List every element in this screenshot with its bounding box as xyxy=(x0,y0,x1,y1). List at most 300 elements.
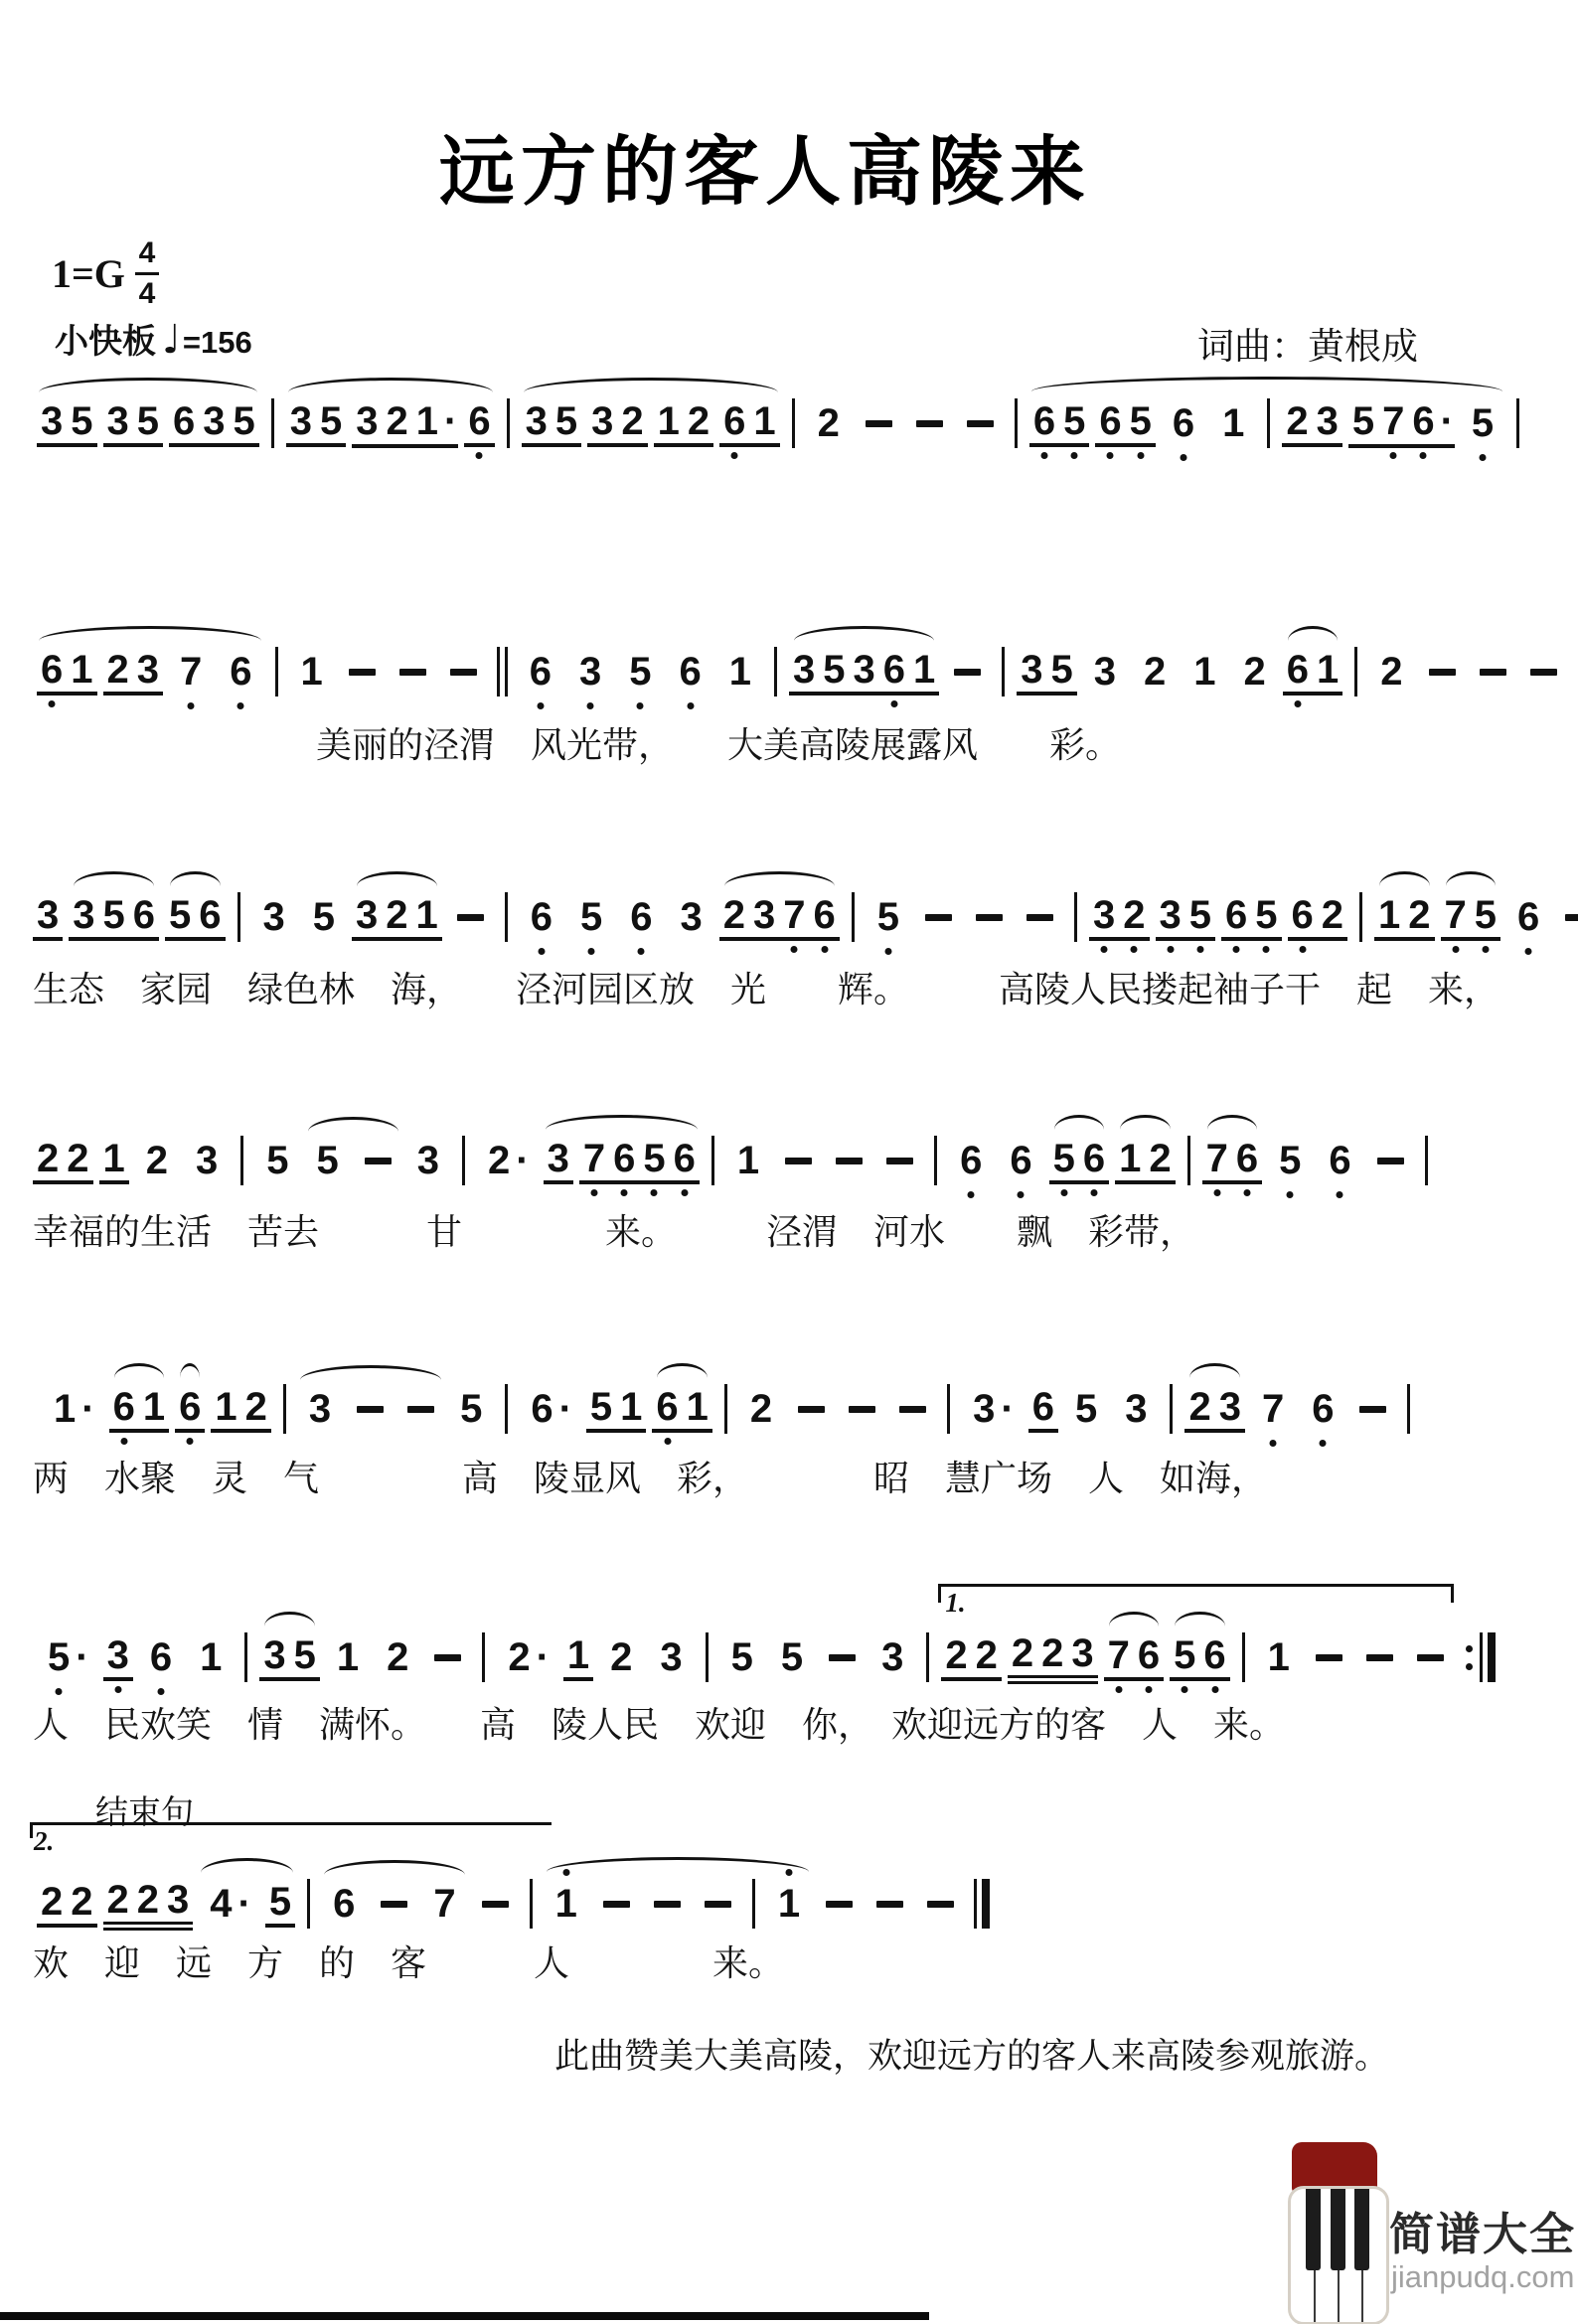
duration-dash xyxy=(916,420,943,427)
note: 6 xyxy=(1288,893,1318,937)
note: 1 xyxy=(657,399,680,443)
slur-group xyxy=(319,1882,470,1926)
barline xyxy=(724,1384,727,1434)
slur-group xyxy=(283,399,498,448)
note: 1 xyxy=(102,1137,125,1180)
note: 2 xyxy=(145,1139,168,1182)
note-group xyxy=(526,650,555,694)
note: 2 xyxy=(1408,893,1431,937)
note: 7 xyxy=(176,650,206,694)
note-group xyxy=(309,895,339,939)
note: 2 xyxy=(106,1877,129,1922)
note-group xyxy=(1089,893,1150,941)
note-group xyxy=(109,1385,170,1433)
music-line-4 xyxy=(30,1133,1437,1188)
barline xyxy=(1407,1384,1410,1434)
note-group xyxy=(484,1139,531,1183)
note: 6 xyxy=(719,399,749,443)
music-line-1 xyxy=(34,395,1528,451)
key-signature xyxy=(52,236,159,311)
note: 6 xyxy=(810,893,840,937)
note-group xyxy=(1376,650,1406,694)
note-group xyxy=(969,1387,1016,1432)
note-group xyxy=(527,895,556,939)
note-group xyxy=(1258,1387,1288,1431)
note-group xyxy=(587,399,648,447)
barline xyxy=(711,1136,714,1185)
note-group xyxy=(626,895,656,939)
time-bottom: 4 xyxy=(138,277,156,310)
note: 5 xyxy=(1251,893,1281,937)
note: 1 xyxy=(54,1386,77,1431)
note-group xyxy=(1374,893,1435,941)
note: 2 xyxy=(722,893,745,937)
note: 3 xyxy=(1316,399,1339,443)
note-group xyxy=(1283,648,1343,696)
duration-dash xyxy=(705,1901,731,1908)
note-group xyxy=(103,399,164,447)
note-group xyxy=(941,1633,1002,1681)
note: 6 xyxy=(1006,1139,1035,1182)
barline xyxy=(237,892,240,942)
note-group xyxy=(165,893,226,941)
note: 1 xyxy=(200,1635,223,1679)
note: 6 xyxy=(146,1635,176,1679)
note: 2 xyxy=(1119,893,1149,937)
note: 1 xyxy=(142,1385,166,1429)
slur-group xyxy=(196,1880,298,1928)
note-group xyxy=(352,893,442,941)
duration-dash xyxy=(826,1901,853,1908)
repeat-dot xyxy=(1466,1663,1473,1670)
note: 6 xyxy=(1283,648,1313,692)
repeat-dots xyxy=(1466,1645,1473,1670)
note-group xyxy=(552,1882,581,1926)
note-group xyxy=(777,1635,807,1679)
note: 3 xyxy=(37,893,60,937)
piano-icon xyxy=(1288,2186,1389,2324)
note: 5 xyxy=(136,399,159,443)
note-group xyxy=(1202,1137,1263,1184)
duration-dash xyxy=(886,1158,913,1164)
note-group xyxy=(211,1385,271,1433)
note: 1 xyxy=(71,648,93,692)
note-group xyxy=(504,1635,551,1680)
augmentation-dot: · xyxy=(1001,1386,1015,1431)
note: 6 xyxy=(527,895,556,939)
slur-group xyxy=(34,648,266,696)
note: 1 xyxy=(1378,893,1401,937)
duration-dash xyxy=(798,1406,825,1413)
note-group xyxy=(1282,399,1342,447)
note: 1 xyxy=(620,1385,643,1429)
augmentation-dot: · xyxy=(536,1634,550,1679)
volta-label: 2. xyxy=(34,1825,55,1856)
barline xyxy=(947,1384,950,1434)
note-group xyxy=(286,399,347,447)
duration-dash xyxy=(829,1654,856,1661)
note-group xyxy=(606,1635,636,1679)
note: 5 xyxy=(1059,399,1089,443)
note-group xyxy=(103,648,164,696)
music-line-5 xyxy=(40,1381,1419,1437)
note: 3 xyxy=(753,893,776,937)
note: 3 xyxy=(356,398,379,443)
note: 6 xyxy=(132,893,155,937)
augmentation-dot: · xyxy=(81,1386,95,1431)
note-group xyxy=(733,1139,763,1182)
note: 5 xyxy=(873,895,903,939)
note-group xyxy=(1240,650,1270,694)
note: 1 xyxy=(336,1635,360,1679)
note-group xyxy=(1121,1387,1151,1431)
note: 2 xyxy=(749,1387,773,1431)
note-group xyxy=(192,1139,222,1182)
note: 6 xyxy=(1325,1139,1354,1182)
duration-dash xyxy=(1417,1654,1444,1661)
note-group xyxy=(259,895,289,939)
note: 7 xyxy=(1202,1137,1232,1180)
note: 1 xyxy=(1267,1635,1290,1679)
note-group xyxy=(1308,1387,1338,1431)
note: 3 xyxy=(525,399,548,443)
note: 6 xyxy=(1199,1633,1229,1677)
note-group xyxy=(789,648,939,696)
note: 3 xyxy=(660,1635,683,1679)
duration-dash xyxy=(1429,669,1456,676)
final-barline xyxy=(974,1879,990,1929)
bottom-border-line xyxy=(0,2312,929,2320)
note-group xyxy=(1184,1385,1245,1433)
note: 3 xyxy=(106,399,129,443)
note-group xyxy=(352,399,458,448)
note: 6 xyxy=(1134,1633,1164,1677)
note: 3 xyxy=(973,1386,996,1431)
note: 6 xyxy=(609,1137,639,1180)
note: 6 xyxy=(676,650,706,694)
piano-black-key xyxy=(1354,2189,1369,2270)
note: 4 xyxy=(210,1881,233,1926)
note-group xyxy=(33,893,63,941)
composer-credit: 词曲：黄根成 xyxy=(1197,327,1418,368)
note: 7 xyxy=(1441,893,1471,937)
barline xyxy=(1516,398,1519,448)
note-group xyxy=(563,1633,593,1681)
note-group xyxy=(103,1633,133,1681)
note-group xyxy=(1513,895,1543,939)
note: 6 xyxy=(226,650,255,694)
note-group xyxy=(522,399,582,447)
duration-dash xyxy=(357,1406,384,1413)
note: 6 xyxy=(199,893,222,937)
tempo-label: 小快板 xyxy=(55,324,156,361)
barline xyxy=(1354,647,1357,697)
note: 5 xyxy=(71,399,93,443)
note: 5 xyxy=(320,399,343,443)
barline xyxy=(240,1136,243,1185)
note-group xyxy=(1170,1633,1230,1681)
note-group xyxy=(746,1387,776,1431)
note-group xyxy=(652,1385,712,1433)
note: 6 xyxy=(175,1385,205,1429)
piano-black-key xyxy=(1331,2189,1345,2270)
note-group xyxy=(576,895,606,939)
note: 5 xyxy=(293,1633,316,1677)
barline xyxy=(307,1879,310,1929)
note: 1 xyxy=(300,650,323,694)
note: 2 xyxy=(975,1633,998,1677)
note: 3 xyxy=(41,399,64,443)
note: 3 xyxy=(1218,1385,1241,1429)
music-line-7 xyxy=(34,1794,998,1932)
note-group xyxy=(1049,1137,1110,1184)
note: 3 xyxy=(680,895,703,939)
slur-group xyxy=(542,1879,815,1929)
note-group xyxy=(259,1633,320,1681)
note-group xyxy=(1029,399,1090,447)
quarter-note-icon: ♩ xyxy=(162,317,181,363)
note: 2 xyxy=(1144,650,1167,694)
barline xyxy=(1015,398,1018,448)
note-group xyxy=(175,1385,205,1433)
barline xyxy=(1267,398,1270,448)
note: 5 xyxy=(169,893,192,937)
note: 2 xyxy=(621,399,644,443)
duration-dash xyxy=(1026,914,1053,921)
note: 3 xyxy=(167,1877,190,1922)
note-group xyxy=(196,1635,226,1679)
note: 6 xyxy=(1408,399,1438,443)
note: 5 xyxy=(1049,1137,1079,1180)
note: 2 xyxy=(508,1634,531,1679)
note: 3 xyxy=(1071,1630,1094,1675)
barline xyxy=(1002,647,1005,697)
note-group xyxy=(226,650,255,694)
note: 1 xyxy=(566,1633,590,1677)
note: 3 xyxy=(1156,893,1185,937)
duration-dash xyxy=(381,1901,407,1908)
note-group xyxy=(1090,650,1120,694)
note: 3 xyxy=(1021,648,1043,692)
slur-group xyxy=(1026,398,1507,448)
note: 5 xyxy=(823,648,846,692)
augmentation-dot: · xyxy=(237,1881,251,1926)
note-group xyxy=(1115,1137,1176,1184)
note-group xyxy=(1325,1139,1354,1182)
duration-dash xyxy=(866,420,892,427)
barline xyxy=(934,1136,937,1185)
note-group xyxy=(656,1635,686,1679)
note-group xyxy=(1104,1633,1165,1681)
barline xyxy=(1359,892,1362,942)
music-line-3 xyxy=(30,889,1578,945)
note-group xyxy=(586,1385,647,1433)
note-group xyxy=(99,1137,129,1184)
note: 5 xyxy=(266,1139,289,1182)
double-barline xyxy=(497,647,508,697)
duration-dash xyxy=(349,669,376,676)
duration-dash xyxy=(457,914,484,921)
note: 5 xyxy=(1185,893,1215,937)
note: 3 xyxy=(853,648,875,692)
note: 6 xyxy=(1308,1387,1338,1431)
note-group xyxy=(1006,1139,1035,1182)
note-group xyxy=(1095,399,1156,447)
note: 3 xyxy=(547,1137,569,1180)
note: 5 xyxy=(233,399,255,443)
barline xyxy=(982,1879,990,1929)
note-group xyxy=(333,1635,363,1679)
duration-dash xyxy=(967,420,994,427)
duration-dash xyxy=(836,1158,863,1164)
note: 2 xyxy=(945,1633,968,1677)
note: 6 xyxy=(1169,401,1198,445)
note-group xyxy=(727,1635,757,1679)
note-group xyxy=(719,399,780,447)
slur-group xyxy=(519,399,783,447)
note: 3 xyxy=(793,648,816,692)
note-group xyxy=(1288,893,1348,941)
barline xyxy=(482,1632,485,1682)
barline xyxy=(505,1384,508,1434)
note: 2 xyxy=(1380,650,1403,694)
lyrics-line-3: 生态 家园 绿色林 海， 泾河园区放 光 辉。 高陵人民搂起袖子干 起 来， xyxy=(33,970,1500,1009)
note: 5 xyxy=(1471,893,1500,937)
note: 5 xyxy=(44,1635,74,1679)
note: 5 xyxy=(1275,1139,1305,1182)
duration-dash xyxy=(954,669,981,676)
note: 5 xyxy=(639,1137,669,1180)
note-group xyxy=(69,893,159,941)
note: 5 xyxy=(316,1139,339,1182)
note: 1 xyxy=(1119,1137,1142,1180)
note: 5 xyxy=(589,1385,613,1429)
note-group xyxy=(262,1139,292,1182)
note: 5 xyxy=(780,1635,804,1679)
note: 3 xyxy=(575,650,605,694)
barline xyxy=(1480,1632,1483,1682)
slur-group xyxy=(34,399,262,447)
duration-dash xyxy=(1480,669,1506,676)
barline xyxy=(1242,1632,1245,1682)
note: 2 xyxy=(1321,893,1343,937)
duration-dash xyxy=(407,1406,434,1413)
duration-dash xyxy=(876,1901,903,1908)
note: 2 xyxy=(244,1385,267,1429)
note: 3 xyxy=(1125,1387,1148,1431)
note: 6 xyxy=(173,399,196,443)
duration-dash xyxy=(482,1901,509,1908)
note-group xyxy=(654,399,714,447)
note: 5 xyxy=(576,895,606,939)
lyrics-line-4: 幸福的生活 苦去 甘 来。 泾渭 河水 飘 彩带， xyxy=(33,1212,1196,1252)
note: 6 xyxy=(1232,1137,1262,1180)
note: 2 xyxy=(1011,1630,1034,1675)
note-group xyxy=(265,1880,295,1928)
note-group xyxy=(1275,1139,1305,1182)
duration-dash xyxy=(785,1158,812,1164)
note-group xyxy=(103,1878,194,1931)
note: 1 xyxy=(913,648,936,692)
note: 3 xyxy=(591,399,614,443)
note-group xyxy=(37,648,97,696)
barline xyxy=(774,647,777,697)
lyrics-line-7: 欢 迎 远 方 的 客 人 来。 xyxy=(33,1943,785,1983)
barline xyxy=(1170,1384,1173,1434)
barline xyxy=(1425,1136,1428,1185)
note: 2 xyxy=(37,1137,60,1180)
note: 5 xyxy=(1170,1633,1199,1677)
note: 5 xyxy=(1351,398,1375,443)
note: 2 xyxy=(387,1635,409,1679)
barline xyxy=(1488,1632,1496,1682)
lyrics-line-2: 美丽的泾渭 风光带， 大美高陵展露风 彩。 xyxy=(316,725,1122,765)
note: 2 xyxy=(1041,1630,1064,1675)
barline xyxy=(974,1879,977,1929)
note-group xyxy=(544,1137,573,1184)
note: 6 xyxy=(1029,399,1059,443)
note: 6 xyxy=(1031,1385,1054,1429)
note-group xyxy=(37,1880,97,1928)
duration-dash xyxy=(849,1406,875,1413)
volta-2-bracket xyxy=(34,1794,542,1931)
note-group xyxy=(142,1139,172,1182)
note: 2 xyxy=(106,648,129,692)
lyrics-line-5: 两 水聚 灵 气 高 陵显风 彩， 昭 慧广场 人 如海， xyxy=(33,1459,1268,1498)
volta-1-bracket xyxy=(938,1587,1456,1684)
note: 2 xyxy=(386,893,408,937)
note: 6 xyxy=(1079,1137,1109,1180)
note-group xyxy=(725,650,755,694)
note: 5 xyxy=(1050,648,1073,692)
key-text: 1=G xyxy=(52,251,125,296)
duration-dash xyxy=(899,1406,926,1413)
note-group xyxy=(329,1882,359,1926)
note-group xyxy=(50,1387,96,1432)
note: 2 xyxy=(1188,1385,1211,1429)
barline xyxy=(462,1136,465,1185)
note: 1 xyxy=(415,893,438,937)
augmentation-dot: · xyxy=(76,1634,89,1679)
note-group xyxy=(1028,1385,1058,1433)
ending-phrase-label: 结束句 xyxy=(95,1794,194,1831)
note: 2 xyxy=(71,1880,93,1924)
note: 2 xyxy=(1243,650,1266,694)
duration-dash xyxy=(365,1158,392,1164)
note: 3 xyxy=(103,1633,133,1677)
note-group xyxy=(873,895,903,939)
watermark-domain: jianpudq.com xyxy=(1391,2259,1575,2294)
note-group xyxy=(1468,401,1498,445)
note-group xyxy=(814,401,844,445)
duration-dash xyxy=(399,669,426,676)
note-group xyxy=(575,650,605,694)
barline xyxy=(530,1879,533,1929)
note: 6 xyxy=(333,1882,356,1926)
tempo-marking xyxy=(55,314,252,363)
tempo-value: =156 xyxy=(182,325,252,360)
note: 5 xyxy=(1126,399,1156,443)
note: 6 xyxy=(956,1139,986,1182)
note-group xyxy=(1221,893,1282,941)
note-group xyxy=(774,1882,804,1926)
note: 1 xyxy=(753,399,776,443)
note: 5 xyxy=(1074,1387,1098,1431)
note-group xyxy=(169,399,259,447)
duration-dash xyxy=(654,1901,681,1908)
note: 2 xyxy=(687,399,710,443)
slur-group xyxy=(303,1139,403,1182)
